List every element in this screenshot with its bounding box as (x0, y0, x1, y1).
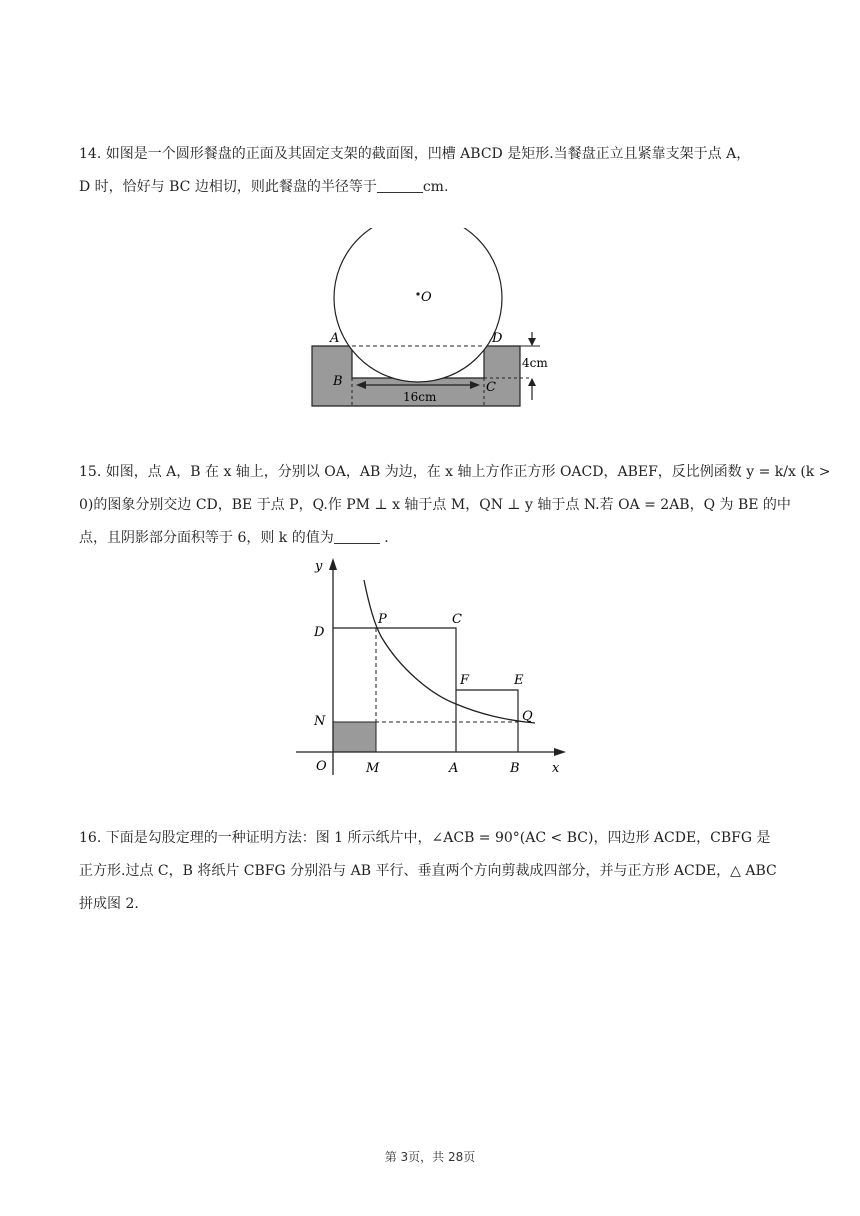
q15-line-1: 15. 如图，点 A，B 在 x 轴上，分别以 OA，AB 为边，在 x 轴上方作正方形 OACD，ABEF，反比例函数 y = k/x (k > (79, 464, 831, 480)
hyperbola-curve (364, 580, 535, 723)
label-M: M (366, 761, 380, 776)
label-y: y (315, 559, 323, 574)
label-C: C (452, 612, 462, 627)
question-15 (79, 456, 831, 555)
q16-line-3: 拼成图 2. (79, 896, 139, 912)
page-footer: 第 3页，共 28页 (384, 1150, 476, 1164)
label-O: O (316, 759, 327, 774)
label-A: A (449, 761, 459, 776)
question-16 (79, 822, 783, 921)
label-x: x (552, 761, 560, 776)
label-width: 16cm (403, 390, 437, 404)
q15-figure (290, 550, 580, 780)
q14-line-1: 14. 如图是一个圆形餐盘的正面及其固定支架的截面图，凹槽 ABCD 是矩形.当餐盘正立且紧靠支架于点 A， (79, 146, 751, 162)
q14-unit: cm. (422, 179, 449, 195)
shaded-area (333, 722, 376, 752)
q14-line-2 (79, 171, 783, 204)
q16-line-2: 正方形.过点 C，B 将纸片 CBFG 分别沿与 AB 平行、垂直两个方向剪裁成四部分，并与正方形 ACDE，△ ABC (79, 863, 777, 879)
center-point (416, 292, 419, 295)
q15-period: . (384, 530, 389, 546)
label-height: 4cm (522, 356, 548, 370)
label-A: A (330, 331, 340, 346)
label-C: C (486, 380, 496, 395)
q16-line-1: 16. 下面是勾股定理的一种证明方法：图 1 所示纸片中，∠ACB = 90°(AC < BC)，四边形 ACDE，CBFG 是 (79, 830, 771, 846)
q15-line-2: 0)的图象分别交边 CD，BE 于点 P，Q.作 PM ⊥ x 轴于点 M，QN ⊥ y 轴于点 N.若 OA = 2AB，Q 为 BE 的中 (79, 497, 791, 513)
label-B: B (510, 761, 520, 776)
q15-answer-blank (334, 529, 380, 544)
q14-line-2-text: D 时，恰好与 BC 边相切，则此餐盘的半径等于 (79, 179, 377, 195)
q15-line-3-text: 点，且阴影部分面积等于 6，则 k 的值为 (79, 530, 334, 546)
label-O: O (421, 290, 432, 305)
label-Q: Q (522, 709, 533, 724)
question-14 (79, 138, 783, 204)
q14-figure (300, 228, 550, 410)
label-P: P (378, 612, 387, 627)
label-E: E (514, 673, 524, 688)
square-ABEF (456, 690, 518, 752)
label-F: F (460, 673, 470, 688)
label-N: N (314, 714, 326, 729)
label-D: D (492, 331, 503, 346)
q14-answer-blank (377, 178, 423, 193)
label-D: D (314, 625, 325, 640)
label-B: B (333, 374, 343, 389)
plate-circle (334, 228, 502, 382)
